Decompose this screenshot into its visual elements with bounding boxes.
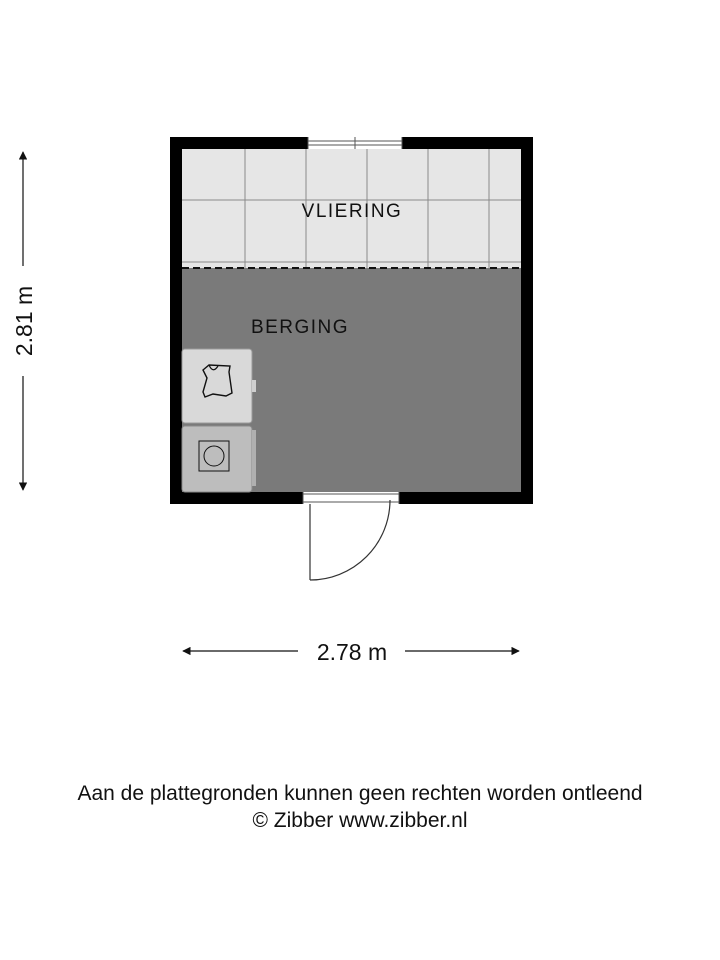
height-dimension	[11, 152, 37, 490]
door	[303, 492, 399, 580]
dryer-icon	[182, 349, 256, 423]
disclaimer-text: Aan de plattegronden kunnen geen rechten worden ontleend	[77, 782, 643, 805]
washing-machine-icon	[182, 426, 256, 492]
height-dimension-label: 2.81 m	[11, 285, 37, 357]
copyright-text: © Zibber www.zibber.nl	[252, 809, 468, 832]
width-dimension	[183, 639, 519, 665]
room-label-loft: VLIERING	[301, 201, 403, 222]
top-window	[308, 137, 402, 149]
room-label-storage: BERGING	[250, 317, 350, 338]
door-swing-icon	[310, 500, 390, 580]
width-dimension-label: 2.78 m	[316, 639, 388, 665]
